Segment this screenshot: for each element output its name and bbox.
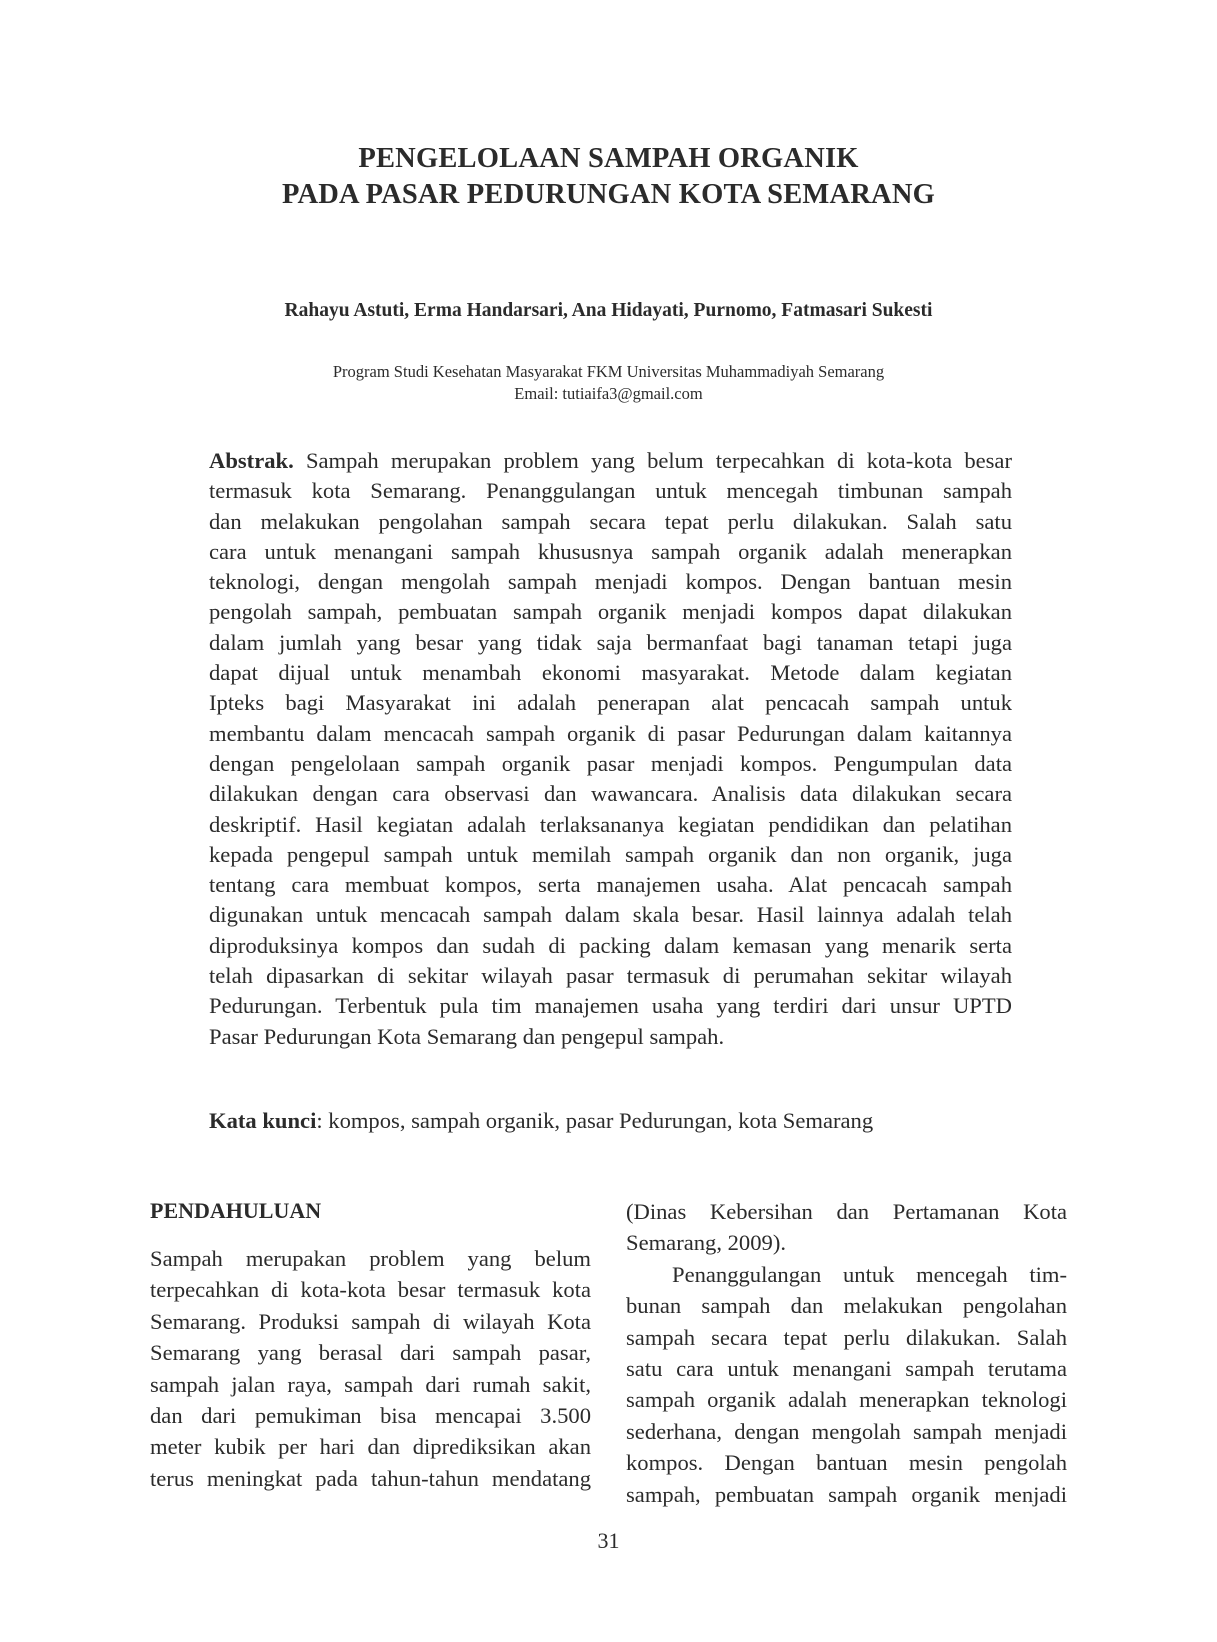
body-line: Sampah merupakan problem yang belum — [150, 1246, 591, 1271]
abstract-line: Pedurungan. Terbentuk pula tim manajemen usaha yang terdiri dari unsur UPTD — [209, 993, 1012, 1019]
right-column — [626, 1196, 1067, 1510]
title-line: PENGELOLAAN SAMPAH ORGANIK — [358, 143, 859, 174]
body-line: satu cara untuk menangani sampah terutama — [626, 1355, 1067, 1381]
abstract-line: dengan pengelolaan sampah organik pasar menjadi kompos. Pengumpulan data — [209, 750, 1012, 776]
body-line: Semarang. Produksi sampah di wilayah Kota — [150, 1308, 591, 1334]
abstract-line: pengolah sampah, pembuatan sampah organik menjadi kompos dapat dilakukan — [209, 599, 1012, 625]
abstract-line: cara untuk menangani sampah khususnya sampah organik adalah menerapkan — [209, 538, 1012, 564]
abstract-line: deskriptif. Hasil kegiatan adalah terlaksananya kegiatan pendidikan dan pelatihan — [209, 811, 1012, 837]
body-line: sampah organik adalah menerapkan teknologi — [626, 1387, 1067, 1413]
author-list: Rahayu Astuti, Erma Handarsari, Ana Hidayati, Purnomo, Fatmasari Sukesti — [284, 300, 933, 321]
body-line: (Dinas Kebersihan dan Pertamanan Kota — [626, 1199, 1067, 1224]
abstract-text: Sampah merupakan problem yang belum terpecahkan di kota-kota besar — [293, 448, 1012, 473]
section-heading: PENDAHULUAN — [150, 1198, 322, 1223]
body-line: terus meningkat pada tahun-tahun mendatang — [150, 1465, 591, 1491]
abstract-line: dan melakukan pengolahan sampah secara tepat perlu dilakukan. Salah satu — [209, 508, 1012, 534]
abstract-label: Abstrak. — [209, 448, 294, 473]
affiliation-email: Email: tutiaifa3@gmail.com — [514, 384, 703, 403]
abstract-line: tentang cara membuat kompos, serta manajemen usaha. Alat pencacah sampah — [209, 872, 1012, 898]
abstract-line: telah dipasarkan di sekitar wilayah pasar termasuk di perumahan sekitar wilayah — [209, 963, 1012, 989]
body-line: sampah, pembuatan sampah organik menjadi — [626, 1481, 1067, 1507]
keywords-label: Kata kunci — [209, 1108, 317, 1133]
body-line: dan dari pemukiman bisa mencapai 3.500 — [150, 1402, 591, 1428]
abstract-line: Pasar Pedurungan Kota Semarang dan pengepul sampah. — [209, 1023, 725, 1049]
body-line: Semarang yang berasal dari sampah pasar, — [150, 1340, 591, 1366]
body-line: Semarang, 2009). — [626, 1230, 786, 1256]
title-line: PADA PASAR PEDURUNGAN KOTA SEMARANG — [281, 179, 935, 210]
abstract-line: membantu dalam mencacah sampah organik di pasar Pedurungan dalam kaitannya — [209, 720, 1012, 746]
abstract-line: kepada pengepul sampah untuk memilah sampah organik dan non organik, juga — [209, 841, 1012, 867]
keywords — [209, 1106, 1012, 1136]
abstract-line: termasuk kota Semarang. Penanggulangan untuk mencegah timbunan sampah — [209, 478, 1012, 504]
body-line: bunan sampah dan melakukan pengolahan — [626, 1293, 1067, 1319]
affiliation-institution: Program Studi Kesehatan Masyarakat FKM Universitas Muhammadiyah Semarang — [332, 362, 885, 381]
page-number: 31 — [597, 1528, 620, 1553]
abstract — [209, 446, 1012, 1052]
body-line: sampah jalan raya, sampah dari rumah sakit, — [150, 1371, 591, 1397]
body-line: Penanggulangan untuk mencegah tim- — [672, 1261, 1067, 1287]
body-line: meter kubik per hari dan diprediksikan akan — [150, 1434, 591, 1460]
left-column — [150, 1243, 591, 1494]
abstract-line: Ipteks bagi Masyarakat ini adalah penerapan alat pencacah sampah untuk — [209, 690, 1012, 716]
abstract-line: teknologi, dengan mengolah sampah menjadi kompos. Dengan bantuan mesin — [209, 569, 1012, 595]
body-line: kompos. Dengan bantuan mesin pengolah — [626, 1450, 1067, 1476]
keywords-text: : kompos, sampah organik, pasar Pedurungan, kota Semarang — [316, 1108, 874, 1133]
abstract-line — [209, 446, 1012, 476]
body-line: terpecahkan di kota-kota besar termasuk kota — [150, 1277, 591, 1303]
abstract-line: diproduksinya kompos dan sudah di packing dalam kemasan yang menarik serta — [209, 932, 1012, 958]
abstract-line: dalam jumlah yang besar yang tidak saja bermanfaat bagi tanaman tetapi juga — [209, 629, 1012, 655]
abstract-line: dilakukan dengan cara observasi dan wawancara. Analisis data dilakukan secara — [209, 781, 1012, 807]
abstract-line: digunakan untuk mencacah sampah dalam skala besar. Hasil lainnya adalah telah — [209, 902, 1012, 928]
body-line: sampah secara tepat perlu dilakukan. Salah — [626, 1324, 1067, 1350]
body-line: sederhana, dengan mengolah sampah menjadi — [626, 1418, 1067, 1444]
abstract-line: dapat dijual untuk menambah ekonomi masyarakat. Metode dalam kegiatan — [209, 660, 1012, 686]
